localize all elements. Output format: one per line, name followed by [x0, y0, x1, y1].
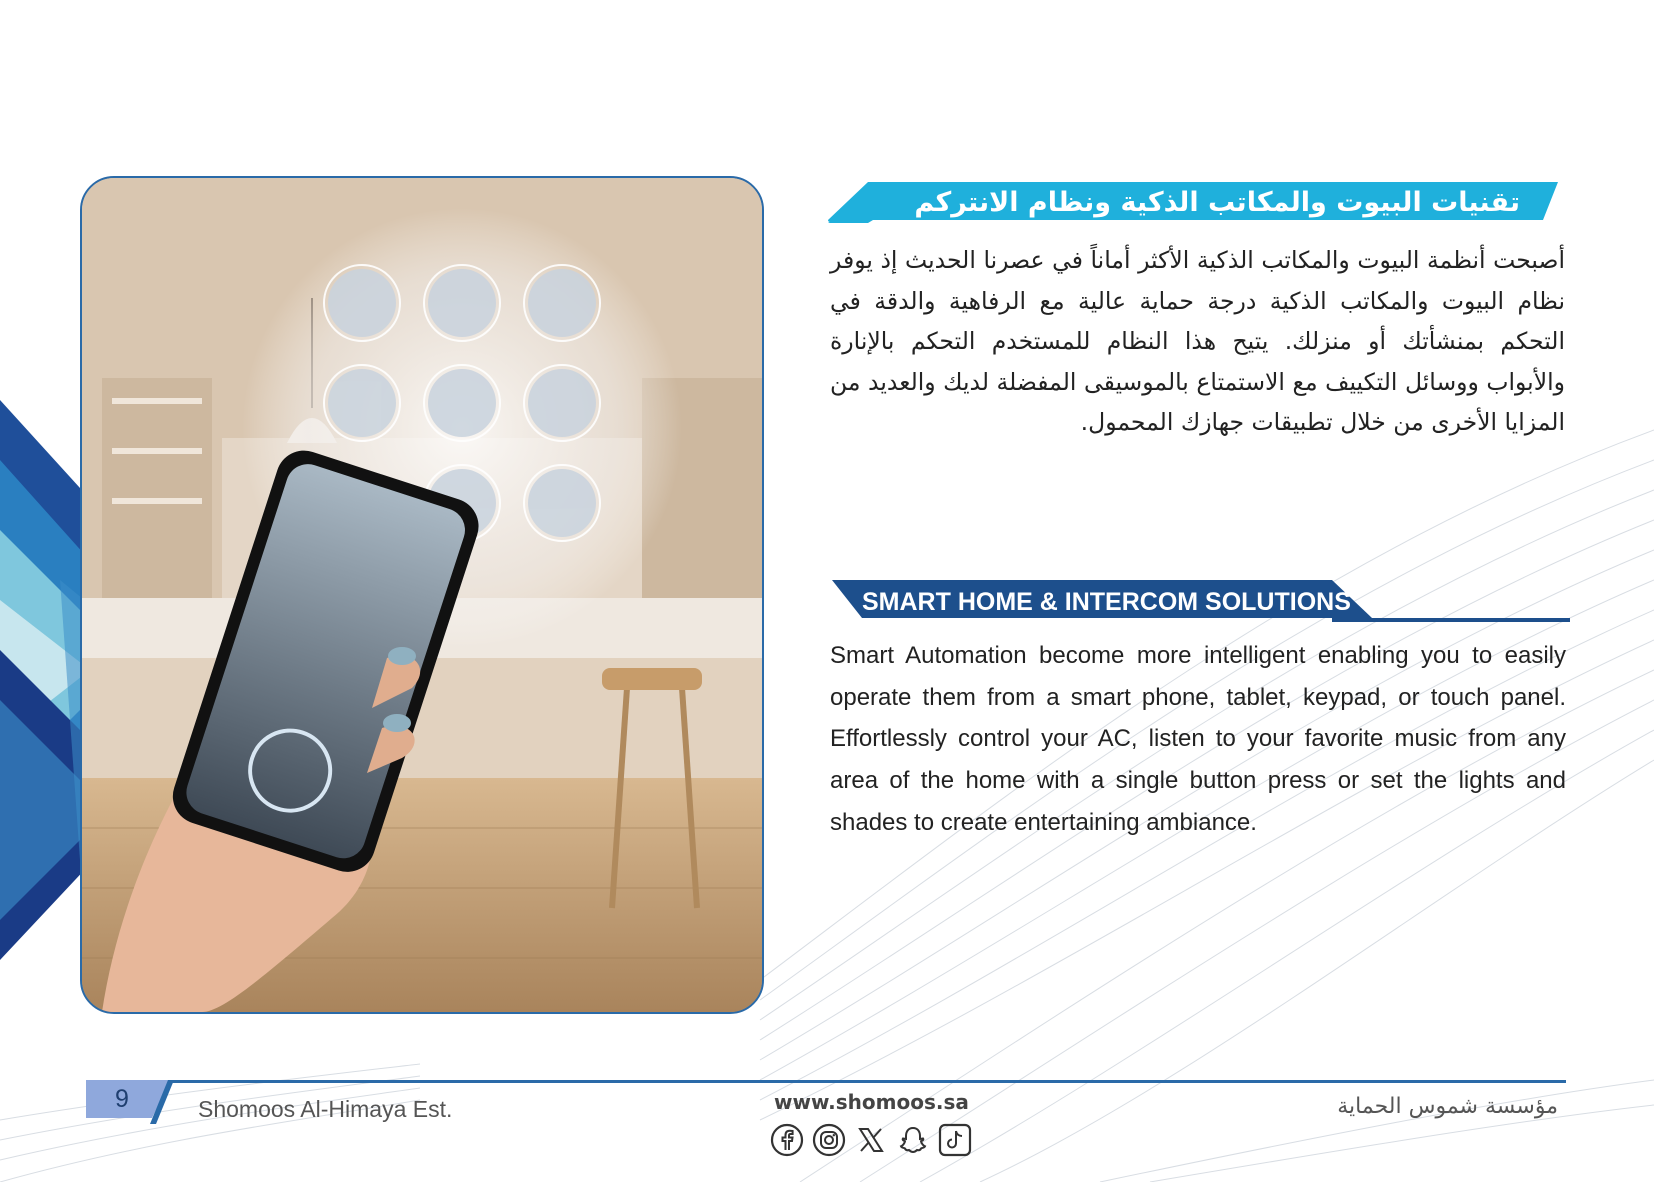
page-number: 9: [115, 1085, 129, 1113]
smart-home-illustration: [82, 178, 762, 1012]
website-link[interactable]: www.shomoos.sa: [774, 1090, 969, 1114]
footer-divider: [160, 1080, 1566, 1083]
facebook-icon[interactable]: [770, 1123, 804, 1157]
english-paragraph: Smart Automation become more intelligent enabling you to easily operate them from a smart phone, tablet, keypad, or touch panel. Effortlessly control your AC, listen to your favorite music from any area of the home with a single button press or set the lights and shades to create entertaining ambiance.: [830, 642, 1566, 836]
smart-home-photo: [80, 176, 764, 1014]
social-icons: [770, 1122, 972, 1158]
x-icon[interactable]: [854, 1123, 888, 1157]
tiktok-icon[interactable]: [938, 1123, 972, 1157]
english-heading-banner: [832, 578, 1572, 628]
snapchat-icon[interactable]: [896, 1123, 930, 1157]
arabic-heading-banner: [828, 180, 1568, 230]
instagram-icon[interactable]: [812, 1123, 846, 1157]
company-name-arabic: مؤسسة شموس الحماية: [1337, 1094, 1558, 1119]
arabic-paragraph: أصبحت أنظمة البيوت والمكاتب الذكية الأكثر أماناً في عصرنا الحديث إذ يوفر نظام البيوت والمكاتب الذكية درجة حماية عالية مع الرفاهية والدقة في التحكم بمنشأتك أو منزلك. يتيح هذا النظام للمستخدم التحكم بالإنارة والأبواب ووسائل التكييف مع الاستمتاع بالموسيقى المفضلة لديك والعديد من المزايا الأخرى من خلال تطبيقات جهازك المحمول.: [830, 246, 1565, 436]
english-heading: SMART HOME & INTERCOM SOLUTIONS: [862, 588, 1351, 616]
page-number-badge: [86, 1080, 176, 1124]
company-name-english: Shomoos Al-Himaya Est.: [198, 1096, 453, 1122]
arabic-heading: تقنيات البيوت والمكاتب الذكية ونظام الانتركم: [914, 187, 1520, 218]
